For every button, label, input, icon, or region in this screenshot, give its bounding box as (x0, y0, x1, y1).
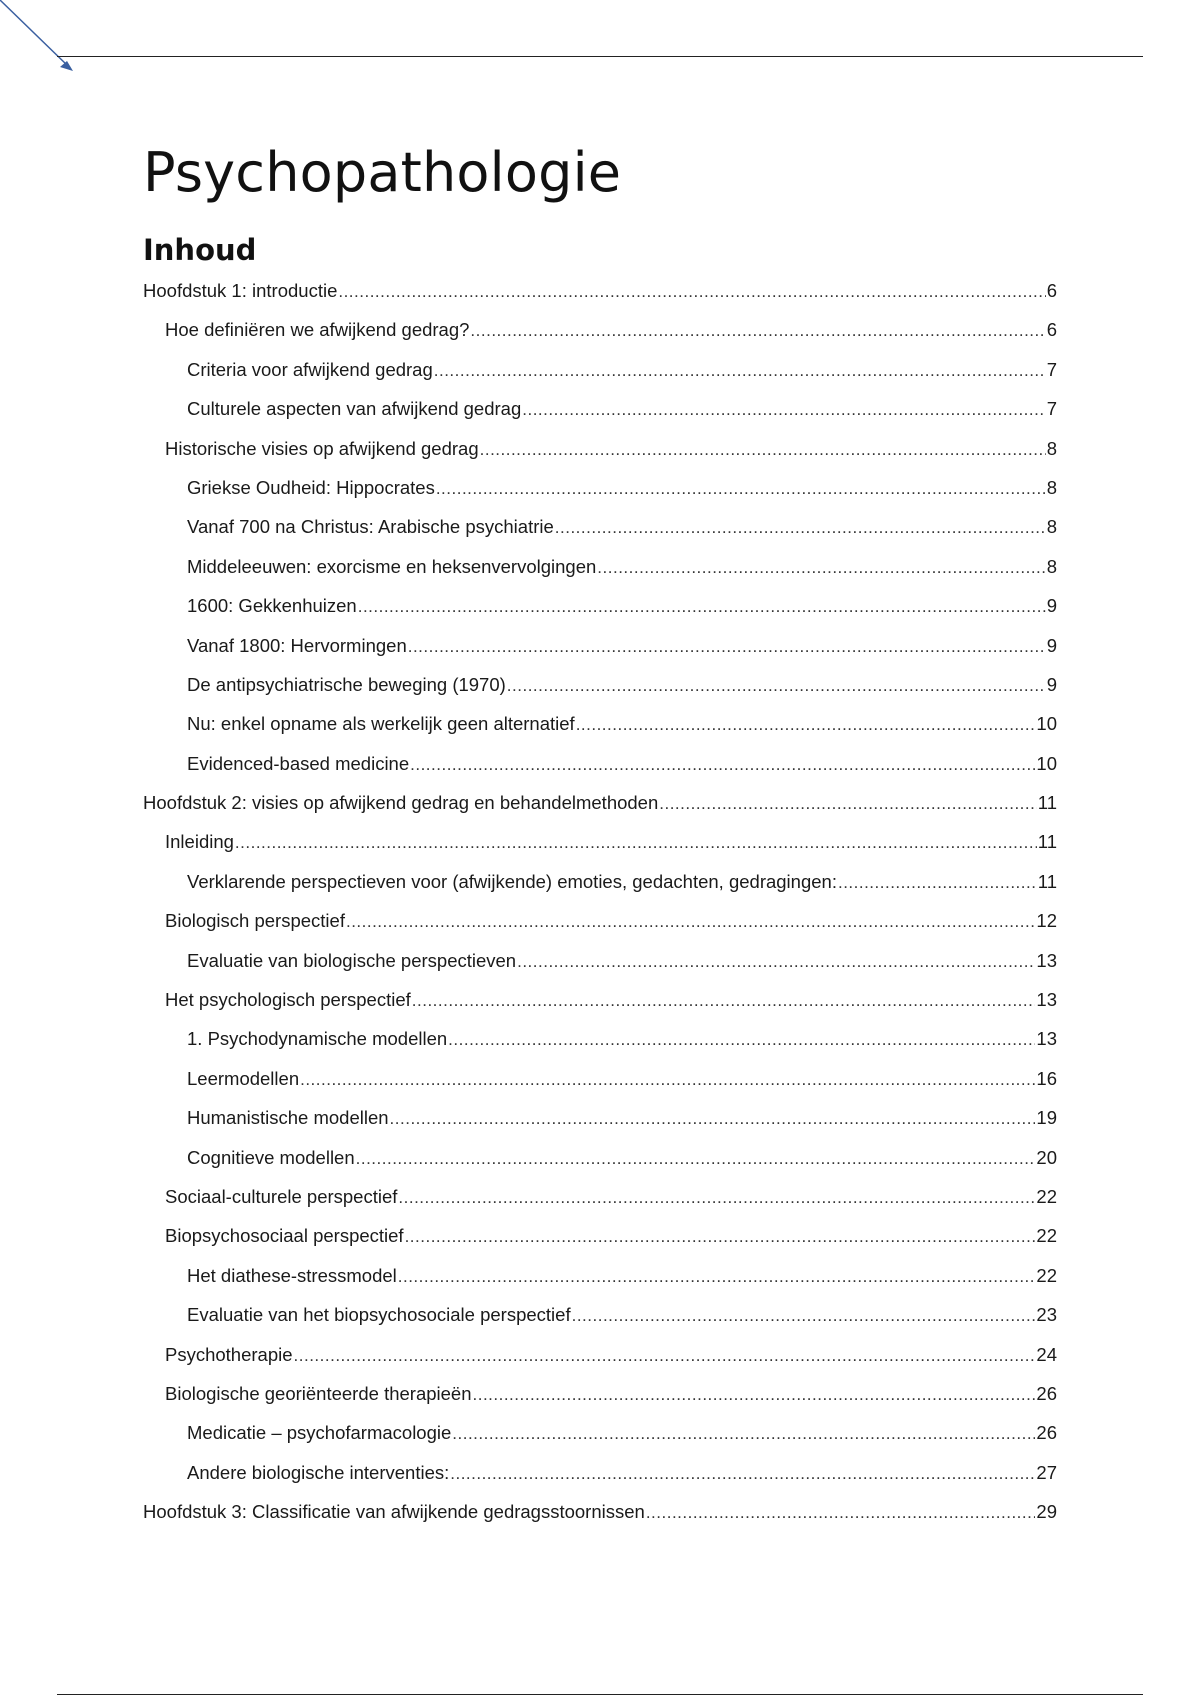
toc-entry-label: Cognitieve modellen (187, 1146, 355, 1168)
toc-entry[interactable] (143, 1383, 1057, 1422)
toc-entry[interactable] (143, 1344, 1057, 1383)
toc-dot-leader (473, 1385, 1036, 1405)
toc-entry-label: Middeleeuwen: exorcisme en heksenvervolgingen (187, 555, 597, 577)
toc-entry[interactable] (143, 1147, 1057, 1186)
toc-dot-leader (659, 794, 1037, 814)
toc-entry-label: Psychotherapie (165, 1343, 293, 1365)
toc-dot-leader (398, 1267, 1036, 1287)
toc-entry-page-number: 22 (1036, 1225, 1057, 1247)
toc-dot-leader (300, 1070, 1035, 1090)
toc-entry[interactable] (143, 1028, 1057, 1067)
toc-entry-page-number: 9 (1046, 595, 1057, 617)
footer-rule (57, 1694, 1143, 1695)
toc-entry-label: Nu: enkel opname als werkelijk geen alternatief (187, 713, 575, 735)
toc-entry-label: Griekse Oudheid: Hippocrates (187, 476, 435, 498)
toc-dot-leader (507, 676, 1046, 696)
header-rule (57, 56, 1143, 57)
toc-entry-page-number: 12 (1036, 910, 1057, 932)
toc-entry-page-number: 9 (1046, 634, 1057, 656)
toc-entry-label: 1600: Gekkenhuizen (187, 595, 357, 617)
toc-entry[interactable] (143, 831, 1057, 870)
toc-entry-page-number: 26 (1036, 1382, 1057, 1404)
toc-entry[interactable] (143, 989, 1057, 1028)
toc-entry[interactable] (143, 516, 1057, 555)
toc-entry[interactable] (143, 1107, 1057, 1146)
toc-entry-label: De antipsychiatrische beweging (1970) (187, 673, 506, 695)
toc-entry-label: Culturele aspecten van afwijkend gedrag (187, 398, 522, 420)
toc-entry-page-number: 24 (1036, 1343, 1057, 1365)
toc-dot-leader (410, 755, 1035, 775)
toc-dot-leader (448, 1030, 1035, 1050)
toc-entry-label: Het diathese-stressmodel (187, 1264, 397, 1286)
toc-entry[interactable] (143, 753, 1057, 792)
toc-entry-label: Hoofdstuk 1: introductie (143, 280, 338, 301)
toc-entry-label: Verklarende perspectieven voor (afwijkende) emoties, gedachten, gedragingen: (187, 870, 837, 892)
toc-dot-leader (405, 1227, 1036, 1247)
toc-entry-page-number: 29 (1036, 1501, 1057, 1523)
toc-entry-page-number: 22 (1036, 1264, 1057, 1286)
toc-dot-leader (408, 637, 1046, 657)
toc-dot-leader (646, 1503, 1036, 1523)
toc-entry-label: Evaluatie van biologische perspectieven (187, 949, 517, 971)
toc-entry-page-number: 8 (1046, 476, 1057, 498)
toc-entry-label: Historische visies op afwijkend gedrag (165, 437, 479, 459)
toc-entry[interactable] (143, 713, 1057, 752)
toc-entry-page-number: 13 (1036, 1028, 1057, 1050)
toc-entry-page-number: 6 (1046, 280, 1057, 301)
toc-entry-page-number: 11 (1037, 870, 1057, 892)
toc-dot-leader (294, 1346, 1036, 1366)
toc-dot-leader (338, 282, 1045, 302)
toc-entry[interactable] (143, 635, 1057, 674)
toc-entry-label: Humanistische modellen (187, 1107, 389, 1129)
toc-dot-leader (436, 479, 1046, 499)
toc-entry-label: Sociaal-culturele perspectief (165, 1185, 398, 1207)
toc-dot-leader (412, 991, 1036, 1011)
toc-entry-page-number: 20 (1036, 1146, 1057, 1168)
toc-entry-page-number: 8 (1046, 437, 1057, 459)
toc-dot-leader (470, 321, 1045, 341)
toc-entry-label: Biopsychosociaal perspectief (165, 1225, 404, 1247)
toc-entry[interactable] (143, 871, 1057, 910)
toc-entry-label: Vanaf 1800: Hervormingen (187, 634, 407, 656)
toc-dot-leader (356, 1149, 1036, 1169)
toc-entry[interactable] (143, 1225, 1057, 1264)
toc-entry-page-number: 11 (1037, 831, 1057, 853)
toc-dot-leader (390, 1109, 1036, 1129)
toc-dot-leader (358, 597, 1046, 617)
toc-entry-page-number: 13 (1036, 949, 1057, 971)
toc-entry-page-number: 7 (1046, 398, 1057, 420)
toc-dot-leader (346, 912, 1035, 932)
toc-dot-leader (398, 1188, 1035, 1208)
toc-entry-label: Evaluatie van het biopsychosociale perspectief (187, 1304, 571, 1326)
toc-entry-page-number: 13 (1036, 989, 1057, 1011)
toc-dot-leader (522, 400, 1045, 420)
toc-entry-page-number: 7 (1046, 358, 1057, 380)
toc-entry[interactable] (143, 556, 1057, 595)
toc-dot-leader (555, 518, 1046, 538)
toc-entry-label: Inleiding (165, 831, 234, 853)
toc-entry-label: Andere biologische interventies: (187, 1461, 450, 1483)
toc-entry[interactable] (143, 1462, 1057, 1501)
toc-entry-label: Biologische georiënteerde therapieën (165, 1382, 472, 1404)
toc-entry-page-number: 27 (1036, 1461, 1057, 1483)
toc-entry[interactable] (143, 1501, 1057, 1540)
toc-entry[interactable] (143, 674, 1057, 713)
toc-entry[interactable] (143, 438, 1057, 477)
toc-entry[interactable] (143, 477, 1057, 516)
toc-entry[interactable] (143, 950, 1057, 989)
toc-entry[interactable] (143, 1186, 1057, 1225)
toc-entry[interactable] (143, 1304, 1057, 1343)
toc-dot-leader (576, 715, 1036, 735)
toc-dot-leader (452, 1424, 1035, 1444)
toc-entry-page-number: 10 (1036, 752, 1057, 774)
toc-dot-leader (450, 1464, 1035, 1484)
toc-entry[interactable] (143, 1068, 1057, 1107)
toc-entry-label: Het psychologisch perspectief (165, 989, 411, 1011)
toc-entry-page-number: 9 (1046, 673, 1057, 695)
toc-entry-label: Leermodellen (187, 1067, 300, 1089)
toc-entry[interactable] (143, 595, 1057, 634)
toc-entry-label: Criteria voor afwijkend gedrag (187, 358, 433, 380)
toc-entry[interactable] (143, 1265, 1057, 1304)
toc-entry-label: Vanaf 700 na Christus: Arabische psychiatrie (187, 516, 554, 538)
toc-dot-leader (572, 1306, 1036, 1326)
toc-entry[interactable] (143, 319, 1057, 358)
toc-dot-leader (838, 873, 1037, 893)
toc-entry-label: Hoe definiëren we afwijkend gedrag? (165, 319, 470, 341)
toc-entry-label: Biologisch perspectief (165, 910, 345, 932)
toc-dot-leader (235, 833, 1037, 853)
toc-entry-label: Hoofdstuk 2: visies op afwijkend gedrag en behandelmethoden (143, 792, 659, 814)
corner-arrow-icon (0, 0, 80, 80)
toc-entry-page-number: 16 (1036, 1067, 1057, 1089)
toc-entry-label: Evidenced-based medicine (187, 752, 410, 774)
table-of-contents (143, 280, 1057, 1541)
toc-entry-page-number: 23 (1036, 1304, 1057, 1326)
toc-entry-page-number: 10 (1036, 713, 1057, 735)
toc-entry-page-number: 8 (1046, 516, 1057, 538)
toc-entry-label: 1. Psychodynamische modellen (187, 1028, 448, 1050)
toc-entry-page-number: 11 (1037, 792, 1057, 814)
toc-dot-leader (480, 440, 1046, 460)
toc-dot-leader (597, 558, 1045, 578)
toc-entry-label: Medicatie – psychofarmacologie (187, 1422, 452, 1444)
toc-entry[interactable] (143, 1422, 1057, 1461)
toc-entry[interactable] (143, 792, 1057, 831)
toc-entry-page-number: 8 (1046, 555, 1057, 577)
toc-entry-label: Hoofdstuk 3: Classificatie van afwijkende gedragsstoornissen (143, 1501, 645, 1523)
toc-entry[interactable] (143, 910, 1057, 949)
toc-entry[interactable] (143, 398, 1057, 437)
toc-entry[interactable] (143, 359, 1057, 398)
toc-entry-page-number: 19 (1036, 1107, 1057, 1129)
toc-dot-leader (517, 952, 1035, 972)
document-title: Psychopathologie (143, 141, 622, 204)
toc-entry[interactable] (143, 280, 1057, 319)
toc-dot-leader (434, 361, 1046, 381)
toc-heading: Inhoud (143, 233, 257, 267)
toc-entry-page-number: 22 (1036, 1185, 1057, 1207)
toc-entry-page-number: 6 (1046, 319, 1057, 341)
toc-entry-page-number: 26 (1036, 1422, 1057, 1444)
